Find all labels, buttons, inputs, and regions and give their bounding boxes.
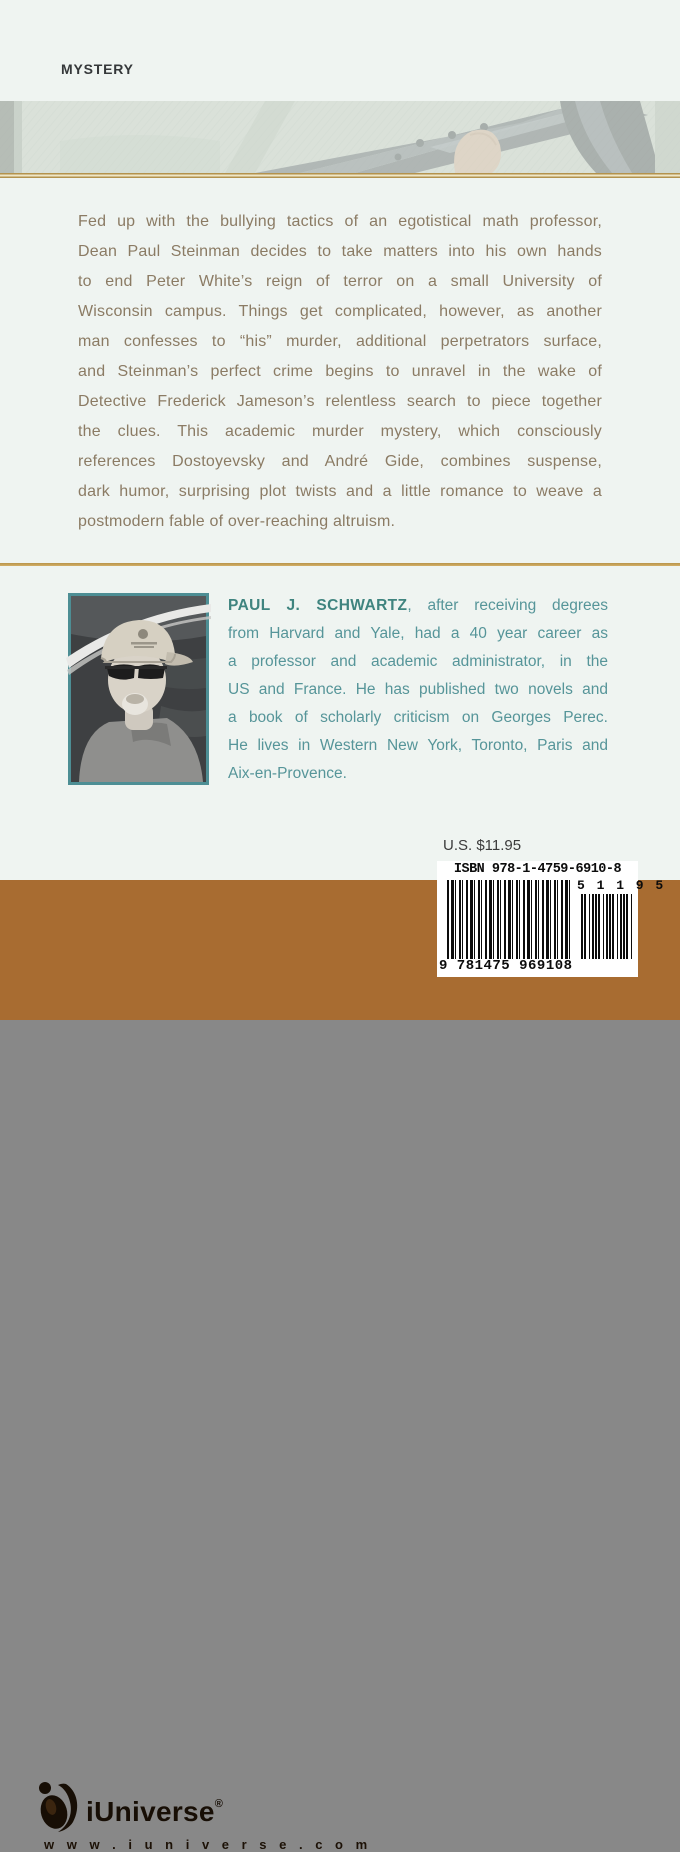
synopsis-line: the clues. This academic murder mystery, which consciously [78, 423, 602, 440]
iuniverse-logo-text: iUniverse® [86, 1796, 224, 1827]
publisher-website: w w w . i u n i v e r s e . c o m [44, 1837, 372, 1852]
author-bio [228, 592, 608, 788]
gun-photo-illustration [0, 101, 680, 173]
barcode-number-row: 9 781475 969108 [439, 958, 573, 974]
author-bio-line1-rest: , after receiving degrees [407, 597, 608, 614]
author-bio-line: from Harvard and Yale, had a 40 year career as [228, 625, 608, 642]
gold-divider-author [0, 563, 680, 566]
author-bio-line: He lives in Western New York, Toronto, Paris and [228, 737, 608, 754]
author-bio-line: US and France. He has published two novels and [228, 681, 608, 698]
synopsis-line: man confesses to “his” murder, additional perpetrators surface, [78, 333, 602, 350]
synopsis-line: references Dostoyevsky and André Gide, combines suspense, [78, 453, 602, 470]
synopsis-line: dark humor, surprising plot twists and a little romance to weave a [78, 483, 602, 500]
synopsis-line: Detective Frederick Jameson’s relentless search to piece together [78, 393, 602, 410]
author-photo-illustration [71, 596, 206, 782]
gold-divider-top [0, 173, 680, 178]
barcode-main-bars [447, 880, 571, 959]
author-name: PAUL J. SCHWARTZ [228, 597, 408, 614]
price-label: U.S. $11.95 [443, 837, 522, 854]
isbn-label: ISBN 978-1-4759-6910-8 [453, 862, 622, 877]
synopsis-line: Dean Paul Steinman decides to take matters into his own hands [78, 243, 602, 260]
author-bio-line [228, 592, 608, 620]
genre-label: MYSTERY [61, 61, 134, 77]
barcode-block [437, 861, 666, 977]
synopsis-line: Fed up with the bullying tactics of an egotistical math professor, [78, 213, 602, 230]
barcode-addon-bars [581, 894, 633, 959]
gun-photo-strip [0, 101, 680, 173]
registered-trademark: ® [214, 1798, 224, 1810]
author-bio-line: a book of scholarly criticism on Georges Perec. [228, 709, 608, 726]
author-photo [68, 593, 209, 785]
author-bio-line: a professor and academic administrator, in the [228, 653, 608, 670]
synopsis-paragraph [78, 207, 602, 537]
synopsis-line: to end Peter White’s reign of terror on a small University of [78, 273, 602, 290]
synopsis-line: and Steinman’s perfect crime begins to unravel in the wake of [78, 363, 602, 380]
author-bio-line: Aix-en-Provence. [228, 765, 347, 782]
synopsis-line: Wisconsin campus. Things get complicated, however, as another [78, 303, 602, 320]
synopsis-line: postmodern fable of over-reaching altruism. [78, 513, 396, 530]
barcode-addon-label: 5 1 1 9 5 [577, 878, 666, 893]
iuniverse-logo-icon [36, 1781, 82, 1835]
